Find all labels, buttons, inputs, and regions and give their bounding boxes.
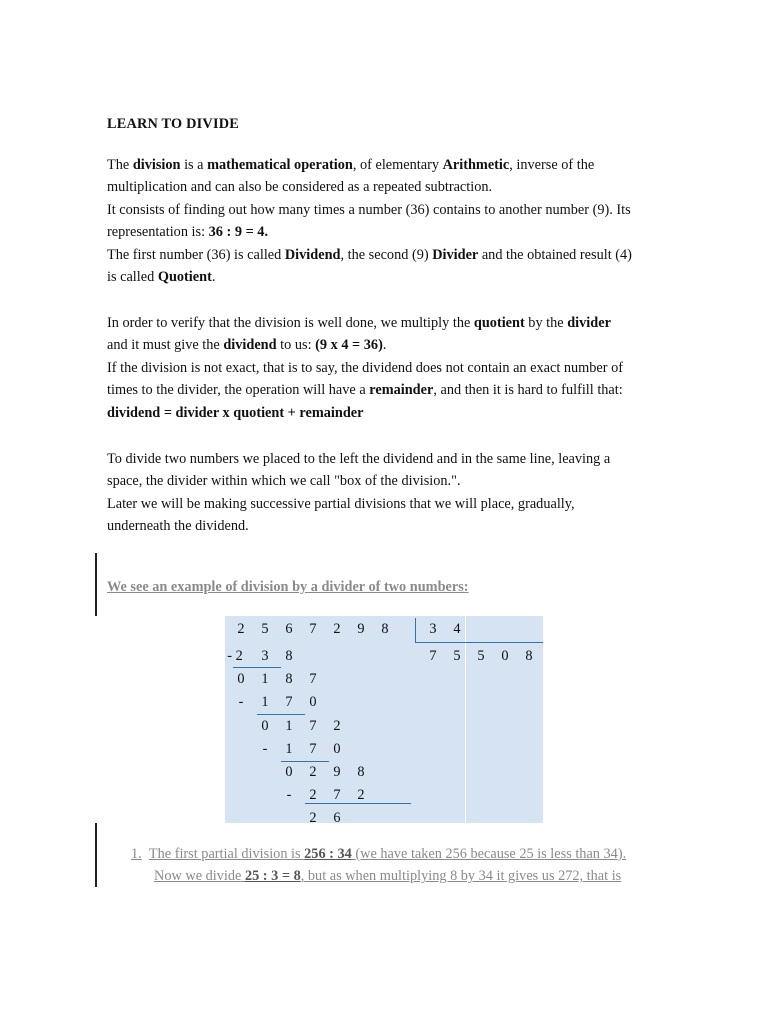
text: , the second (9): [340, 246, 433, 263]
division-digit: 2: [309, 810, 317, 826]
division-digit: 2: [333, 621, 341, 637]
division-digit: -: [238, 694, 244, 710]
bold-text: Dividend: [284, 246, 341, 263]
text-line: To divide two numbers we placed to the left the dividend and in the same line, leaving a: [107, 451, 611, 467]
text: times to the divider, the operation will have a: [107, 382, 370, 399]
division-digit: 7: [309, 741, 317, 757]
grid-line: [465, 616, 466, 823]
division-digit: 7: [309, 671, 317, 687]
division-digit: 5: [261, 621, 269, 637]
paragraph-verification: [107, 312, 667, 424]
text: (we have taken 256 because 25 is less than 34).: [351, 846, 627, 862]
division-digit: 2: [333, 718, 341, 734]
text: The: [107, 157, 133, 173]
page-title: LEARN TO DIVIDE: [107, 116, 239, 132]
division-digit: -: [262, 741, 268, 757]
bold-text: 256 : 34: [304, 846, 352, 862]
revision-bar: [95, 553, 97, 616]
division-digit: 2: [309, 787, 317, 803]
division-digit: 7: [333, 787, 341, 803]
text: by the: [524, 315, 568, 331]
revision-bar: [95, 823, 97, 887]
division-digit: 2: [357, 787, 365, 803]
bold-text: quotient: [473, 315, 525, 331]
text-line: multiplication and can also be considered as a repeated subtraction.: [107, 179, 493, 196]
division-digit: 0: [309, 694, 317, 710]
list-number: 1.: [131, 846, 142, 862]
division-digit: 8: [525, 648, 533, 664]
division-digit: 1: [261, 694, 269, 710]
text: and it must give the: [107, 337, 224, 354]
text-line: [107, 312, 667, 334]
bold-text: Divider: [432, 246, 479, 263]
division-digit: 6: [333, 810, 341, 826]
division-digit: 2: [237, 621, 245, 637]
division-digit: 8: [285, 671, 293, 687]
bold-text: remainder: [369, 382, 434, 399]
list-item: [131, 843, 626, 865]
text: .: [382, 337, 387, 354]
division-digit: 1: [285, 718, 293, 734]
division-digit: 7: [309, 621, 317, 637]
bold-text: dividend: [223, 337, 277, 354]
division-digit: 1: [285, 741, 293, 757]
bold-text: Quotient: [157, 269, 212, 286]
bold-text: 25 : 3 = 8: [244, 868, 301, 885]
division-digit: 5: [453, 648, 461, 664]
text: , of elementary: [352, 157, 443, 173]
text-line: space, the divider within which we call "box of the division.".: [107, 473, 461, 490]
text: , inverse of the: [509, 157, 595, 173]
text: The first partial division is: [148, 846, 305, 862]
division-digit: 0: [237, 671, 245, 687]
division-digit: 0: [501, 648, 509, 664]
division-digit: 3: [261, 648, 269, 664]
text: to us:: [276, 337, 316, 354]
division-digit: 9: [333, 764, 341, 780]
division-digit: 9: [357, 621, 365, 637]
text: , but as when multiplying 8 by 34 it gives us 272, that is: [300, 868, 622, 885]
division-digit: 7: [285, 694, 293, 710]
division-digit: 7: [309, 718, 317, 734]
division-digit: 0: [285, 764, 293, 780]
text-line: [107, 266, 667, 288]
division-digit: -: [286, 787, 292, 803]
subtraction-line: [257, 714, 305, 715]
text-line: [107, 154, 667, 176]
paragraph-method: [107, 448, 667, 538]
bold-text: Arithmetic: [442, 157, 510, 173]
paragraph-definition: [107, 154, 667, 288]
division-digit: 8: [285, 648, 293, 664]
text-line: [107, 244, 667, 266]
example-heading: We see an example of division by a divider of two numbers:: [107, 579, 469, 595]
text: Now we divide: [154, 868, 245, 885]
text: is called: [107, 269, 158, 286]
text: .: [211, 269, 216, 286]
division-box-horizontal: [415, 642, 543, 643]
division-digit: 6: [285, 621, 293, 637]
text-line: [107, 379, 667, 401]
division-digit: 8: [381, 621, 389, 637]
text-line: underneath the dividend.: [107, 518, 249, 535]
text: and the obtained result (4): [478, 246, 632, 263]
text-line: If the division is not exact, that is to say, the dividend does not contain an exact number of: [107, 359, 624, 376]
text: is a: [180, 157, 208, 173]
subtraction-line: [233, 667, 281, 668]
text-line: [107, 334, 667, 356]
explanation-list: [131, 843, 626, 888]
bold-text: division: [132, 157, 181, 173]
bold-text: (9 x 4 = 36): [315, 337, 383, 354]
list-item-continuation: [131, 865, 626, 887]
division-box-vertical: [415, 618, 416, 643]
bold-text: divider: [567, 315, 611, 331]
bold-text: mathematical operation: [207, 157, 353, 173]
division-digit: 5: [477, 648, 485, 664]
text: representation is:: [107, 224, 209, 241]
long-division-box: [225, 616, 543, 826]
division-digit: 0: [261, 718, 269, 734]
division-digit: 3: [429, 621, 437, 637]
text-line: It consists of finding out how many times a number (36) contains to another number (9). Its: [107, 201, 631, 218]
division-digit: 2: [309, 764, 317, 780]
division-digit: 0: [333, 741, 341, 757]
formula-line: dividend = divider x quotient + remainder: [107, 404, 364, 421]
text: In order to verify that the division is well done, we multiply the: [107, 315, 474, 331]
division-digit: 8: [357, 764, 365, 780]
text: The first number (36) is called: [107, 246, 285, 263]
text: , and then it is hard to fulfill that:: [433, 382, 623, 399]
division-digit: - 2: [227, 648, 243, 664]
text-line: Later we will be making successive partial divisions that we will place, gradually,: [107, 495, 575, 512]
bold-text: 36 : 9 = 4.: [208, 224, 269, 241]
text-line: [107, 221, 667, 243]
division-digit: 1: [261, 671, 269, 687]
division-digit: 4: [453, 621, 461, 637]
division-digit: 7: [429, 648, 437, 664]
